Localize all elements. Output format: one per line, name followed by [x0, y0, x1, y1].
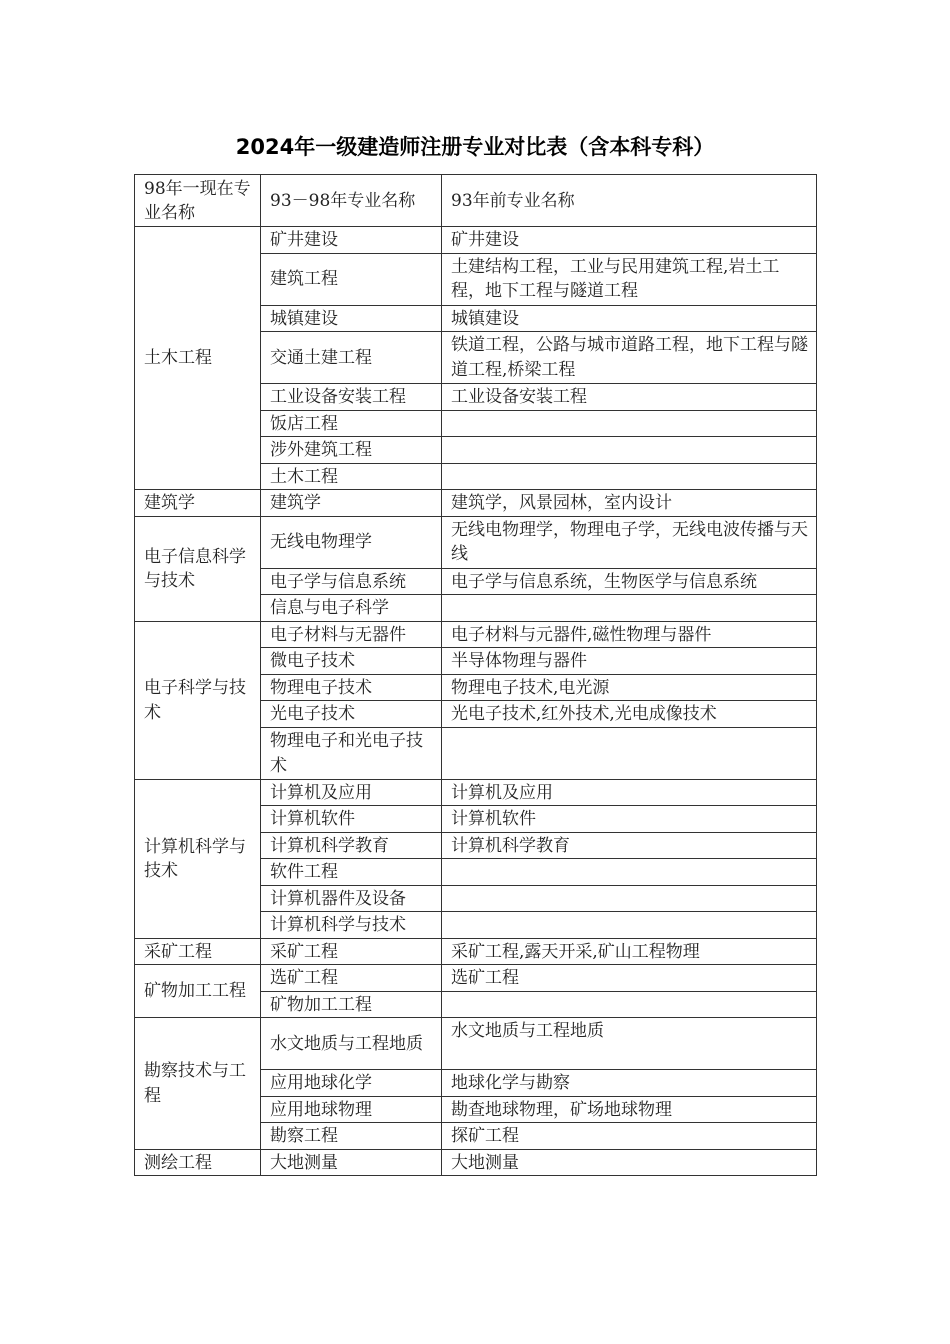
mid-major-cell: 大地测量: [261, 1149, 442, 1176]
page-title: 2024年一级建造师注册专业对比表（含本科专科）: [235, 135, 715, 159]
old-major-cell: 计算机及应用: [442, 779, 817, 806]
old-major-cell: [442, 595, 817, 622]
mid-major-cell: 交通土建工程: [261, 332, 442, 384]
mid-major-cell: 应用地球物理: [261, 1096, 442, 1123]
table-header-row: [135, 175, 817, 227]
major-comparison-table: [134, 174, 817, 1176]
old-major-cell: 计算机软件: [442, 806, 817, 833]
mid-major-cell: 选矿工程: [261, 965, 442, 992]
old-major-cell: 工业设备安装工程: [442, 384, 817, 411]
table-row: [135, 1018, 817, 1070]
mid-major-cell: 建筑学: [261, 490, 442, 517]
old-major-cell: [442, 912, 817, 939]
mid-major-cell: 信息与电子科学: [261, 595, 442, 622]
old-major-cell: 光电子技术,红外技术,光电成像技术: [442, 701, 817, 728]
mid-major-cell: 应用地球化学: [261, 1070, 442, 1097]
old-major-cell: 采矿工程,露天开采,矿山工程物理: [442, 938, 817, 965]
mid-major-cell: 矿物加工工程: [261, 991, 442, 1018]
mid-major-cell: 计算机软件: [261, 806, 442, 833]
mid-major-cell: 物理电子和光电子技术: [261, 727, 442, 779]
old-major-cell: [442, 437, 817, 464]
mid-major-cell: 饭店工程: [261, 410, 442, 437]
mid-major-cell: 计算机科学教育: [261, 832, 442, 859]
old-major-cell: [442, 859, 817, 886]
old-major-cell: 电子材料与元器件,磁性物理与器件: [442, 621, 817, 648]
current-major-cell: 矿物加工工程: [135, 965, 261, 1018]
mid-major-cell: 采矿工程: [261, 938, 442, 965]
old-major-cell: 水文地质与工程地质: [442, 1018, 817, 1070]
mid-major-cell: 水文地质与工程地质: [261, 1018, 442, 1070]
mid-major-cell: 土木工程: [261, 463, 442, 490]
old-major-cell: [442, 463, 817, 490]
mid-major-cell: 城镇建设: [261, 305, 442, 332]
old-major-cell: 半导体物理与器件: [442, 648, 817, 675]
table-row: [135, 965, 817, 992]
mid-major-cell: 建筑工程: [261, 253, 442, 305]
mid-major-cell: 工业设备安装工程: [261, 384, 442, 411]
mid-major-cell: 计算机及应用: [261, 779, 442, 806]
current-major-cell: 采矿工程: [135, 938, 261, 965]
mid-major-cell: 矿井建设: [261, 227, 442, 254]
table-row: [135, 490, 817, 517]
old-major-cell: 探矿工程: [442, 1123, 817, 1150]
current-major-cell: 测绘工程: [135, 1149, 261, 1176]
old-major-cell: 勘查地球物理，矿场地球物理: [442, 1096, 817, 1123]
old-major-cell: 计算机科学教育: [442, 832, 817, 859]
current-major-cell: 计算机科学与技术: [135, 779, 261, 938]
old-major-cell: [442, 727, 817, 779]
old-major-cell: 铁道工程，公路与城市道路工程，地下工程与隧道工程,桥梁工程: [442, 332, 817, 384]
mid-major-cell: 无线电物理学: [261, 516, 442, 568]
old-major-cell: [442, 410, 817, 437]
old-major-cell: 选矿工程: [442, 965, 817, 992]
table-row: [135, 1149, 817, 1176]
table-row: [135, 938, 817, 965]
table-row: [135, 516, 817, 568]
old-major-cell: 矿井建设: [442, 227, 817, 254]
current-major-cell: 电子信息科学与技术: [135, 516, 261, 621]
mid-major-cell: 物理电子技术: [261, 674, 442, 701]
old-major-cell: [442, 885, 817, 912]
mid-major-cell: 计算机器件及设备: [261, 885, 442, 912]
table-row: [135, 621, 817, 648]
current-major-cell: 土木工程: [135, 227, 261, 490]
old-major-cell: 电子学与信息系统，生物医学与信息系统: [442, 568, 817, 595]
old-major-cell: 土建结构工程，工业与民用建筑工程,岩土工程，地下工程与隧道工程: [442, 253, 817, 305]
mid-major-cell: 勘察工程: [261, 1123, 442, 1150]
mid-major-cell: 微电子技术: [261, 648, 442, 675]
table-row: [135, 779, 817, 806]
mid-major-cell: 计算机科学与技术: [261, 912, 442, 939]
table-row: [135, 227, 817, 254]
mid-major-cell: 电子材料与无器件: [261, 621, 442, 648]
current-major-cell: 电子科学与技术: [135, 621, 261, 779]
old-major-cell: 大地测量: [442, 1149, 817, 1176]
header-old-major: 93年前专业名称: [442, 175, 817, 227]
mid-major-cell: 软件工程: [261, 859, 442, 886]
mid-major-cell: 涉外建筑工程: [261, 437, 442, 464]
old-major-cell: 建筑学，风景园林，室内设计: [442, 490, 817, 517]
current-major-cell: 建筑学: [135, 490, 261, 517]
mid-major-cell: 电子学与信息系统: [261, 568, 442, 595]
current-major-cell: 勘察技术与工程: [135, 1018, 261, 1150]
old-major-cell: 城镇建设: [442, 305, 817, 332]
header-current-major: 98年一现在专业名称: [135, 175, 261, 227]
header-mid-major: 93－98年专业名称: [261, 175, 442, 227]
old-major-cell: [442, 991, 817, 1018]
old-major-cell: 物理电子技术,电光源: [442, 674, 817, 701]
old-major-cell: 地球化学与勘察: [442, 1070, 817, 1097]
mid-major-cell: 光电子技术: [261, 701, 442, 728]
old-major-cell: 无线电物理学，物理电子学，无线电波传播与天线: [442, 516, 817, 568]
